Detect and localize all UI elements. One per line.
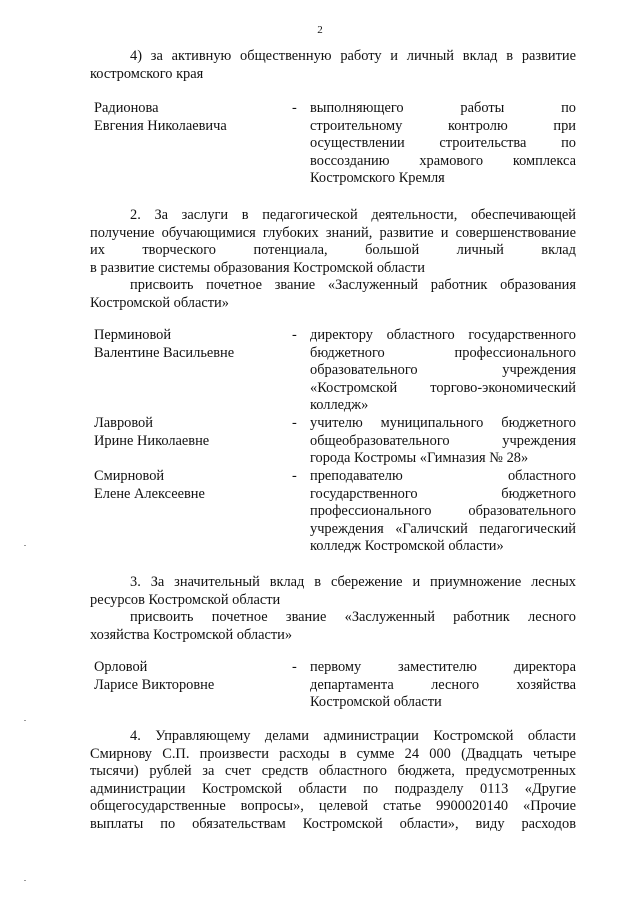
paragraph-line: 2. За заслуги в педагогической деятельности, обеспечивающей bbox=[130, 207, 576, 223]
paragraph-line: их творческого потенциала, большой личный вклад bbox=[90, 242, 576, 259]
paragraph-line: выплаты по обязательствам Костромской области», виду расходов bbox=[90, 815, 576, 832]
awardee-name: Лавровой Ирине Николаевне bbox=[94, 415, 210, 449]
awardee-position: директору областного государственного бюджетного профессионального образовательного учреждения «Костромской торгово-экономический колледж» bbox=[310, 327, 576, 414]
paragraph-line: администрации Костромской области по подразделу 0113 «Другие bbox=[90, 780, 576, 797]
section-3-paragraph bbox=[90, 574, 576, 644]
paragraph-line: костромского края bbox=[90, 65, 204, 82]
paragraph-line: 4. Управляющему делами администрации Костромской области bbox=[130, 728, 576, 744]
confer-line: присвоить почетное звание «Заслуженный работник лесного bbox=[130, 609, 576, 626]
awardee-name: Перминовой Валентине Васильевне bbox=[94, 327, 235, 361]
awardee-name: Смирновой Елене Алексеевне bbox=[94, 468, 205, 502]
awardee-position: первому заместителю директора департамента лесного хозяйства Костромской области bbox=[310, 659, 576, 711]
paragraph-line: общегосударственные вопросы», целевой статье 9900020140 «Прочие bbox=[90, 798, 576, 815]
confer-line: хозяйства Костромской области» bbox=[90, 626, 293, 643]
awardee-dash: - bbox=[292, 415, 297, 431]
scan-mark bbox=[24, 720, 26, 721]
paragraph-line: тысячи) рублей за счет средств областного бюджета, предусмотренных bbox=[90, 763, 576, 780]
paragraph-line: получение обучающимися глубоких знаний, развитие и совершенствование bbox=[90, 224, 576, 241]
scan-mark bbox=[24, 880, 26, 881]
page-number: 2 bbox=[317, 24, 323, 36]
paragraph-line: ресурсов Костромской области bbox=[90, 591, 281, 608]
confer-line: Костромской области» bbox=[90, 294, 229, 311]
scan-mark bbox=[24, 545, 26, 546]
intro-paragraph bbox=[90, 48, 576, 83]
awardee-position: выполняющего работы по строительному контролю при осуществлении строительства по воссозданию храмового комплекса Костромского Кремля bbox=[310, 100, 576, 187]
confer-line: присвоить почетное звание «Заслуженный работник образования bbox=[130, 277, 576, 294]
section-4-paragraph bbox=[90, 728, 576, 834]
awardee-position: преподавателю областного государственного бюджетного профессионального образовательного учреждения «Галичский педагогический колледж Костромской области» bbox=[310, 468, 576, 555]
section-2-paragraph bbox=[90, 207, 576, 313]
paragraph-line: в развитие системы образования Костромской области bbox=[90, 259, 425, 276]
awardee-dash: - bbox=[292, 468, 297, 484]
awardee-dash: - bbox=[292, 100, 297, 116]
awardee-dash: - bbox=[292, 659, 297, 675]
awardee-name: Орловой Ларисе Викторовне bbox=[94, 659, 215, 693]
awardee-name: Радионова Евгения Николаевича bbox=[94, 100, 227, 134]
paragraph-line: 4) за активную общественную работу и личный вклад в развитие bbox=[130, 48, 576, 64]
paragraph-line: Смирнову С.П. произвести расходы в сумме 24 000 (Двадцать четыре bbox=[90, 745, 576, 762]
paragraph-line: 3. За значительный вклад в сбережение и приумножение лесных bbox=[130, 574, 576, 590]
awardee-position: учителю муниципального бюджетного общеобразовательного учреждения города Костромы «Гимназия № 28» bbox=[310, 415, 576, 467]
awardee-dash: - bbox=[292, 327, 297, 343]
